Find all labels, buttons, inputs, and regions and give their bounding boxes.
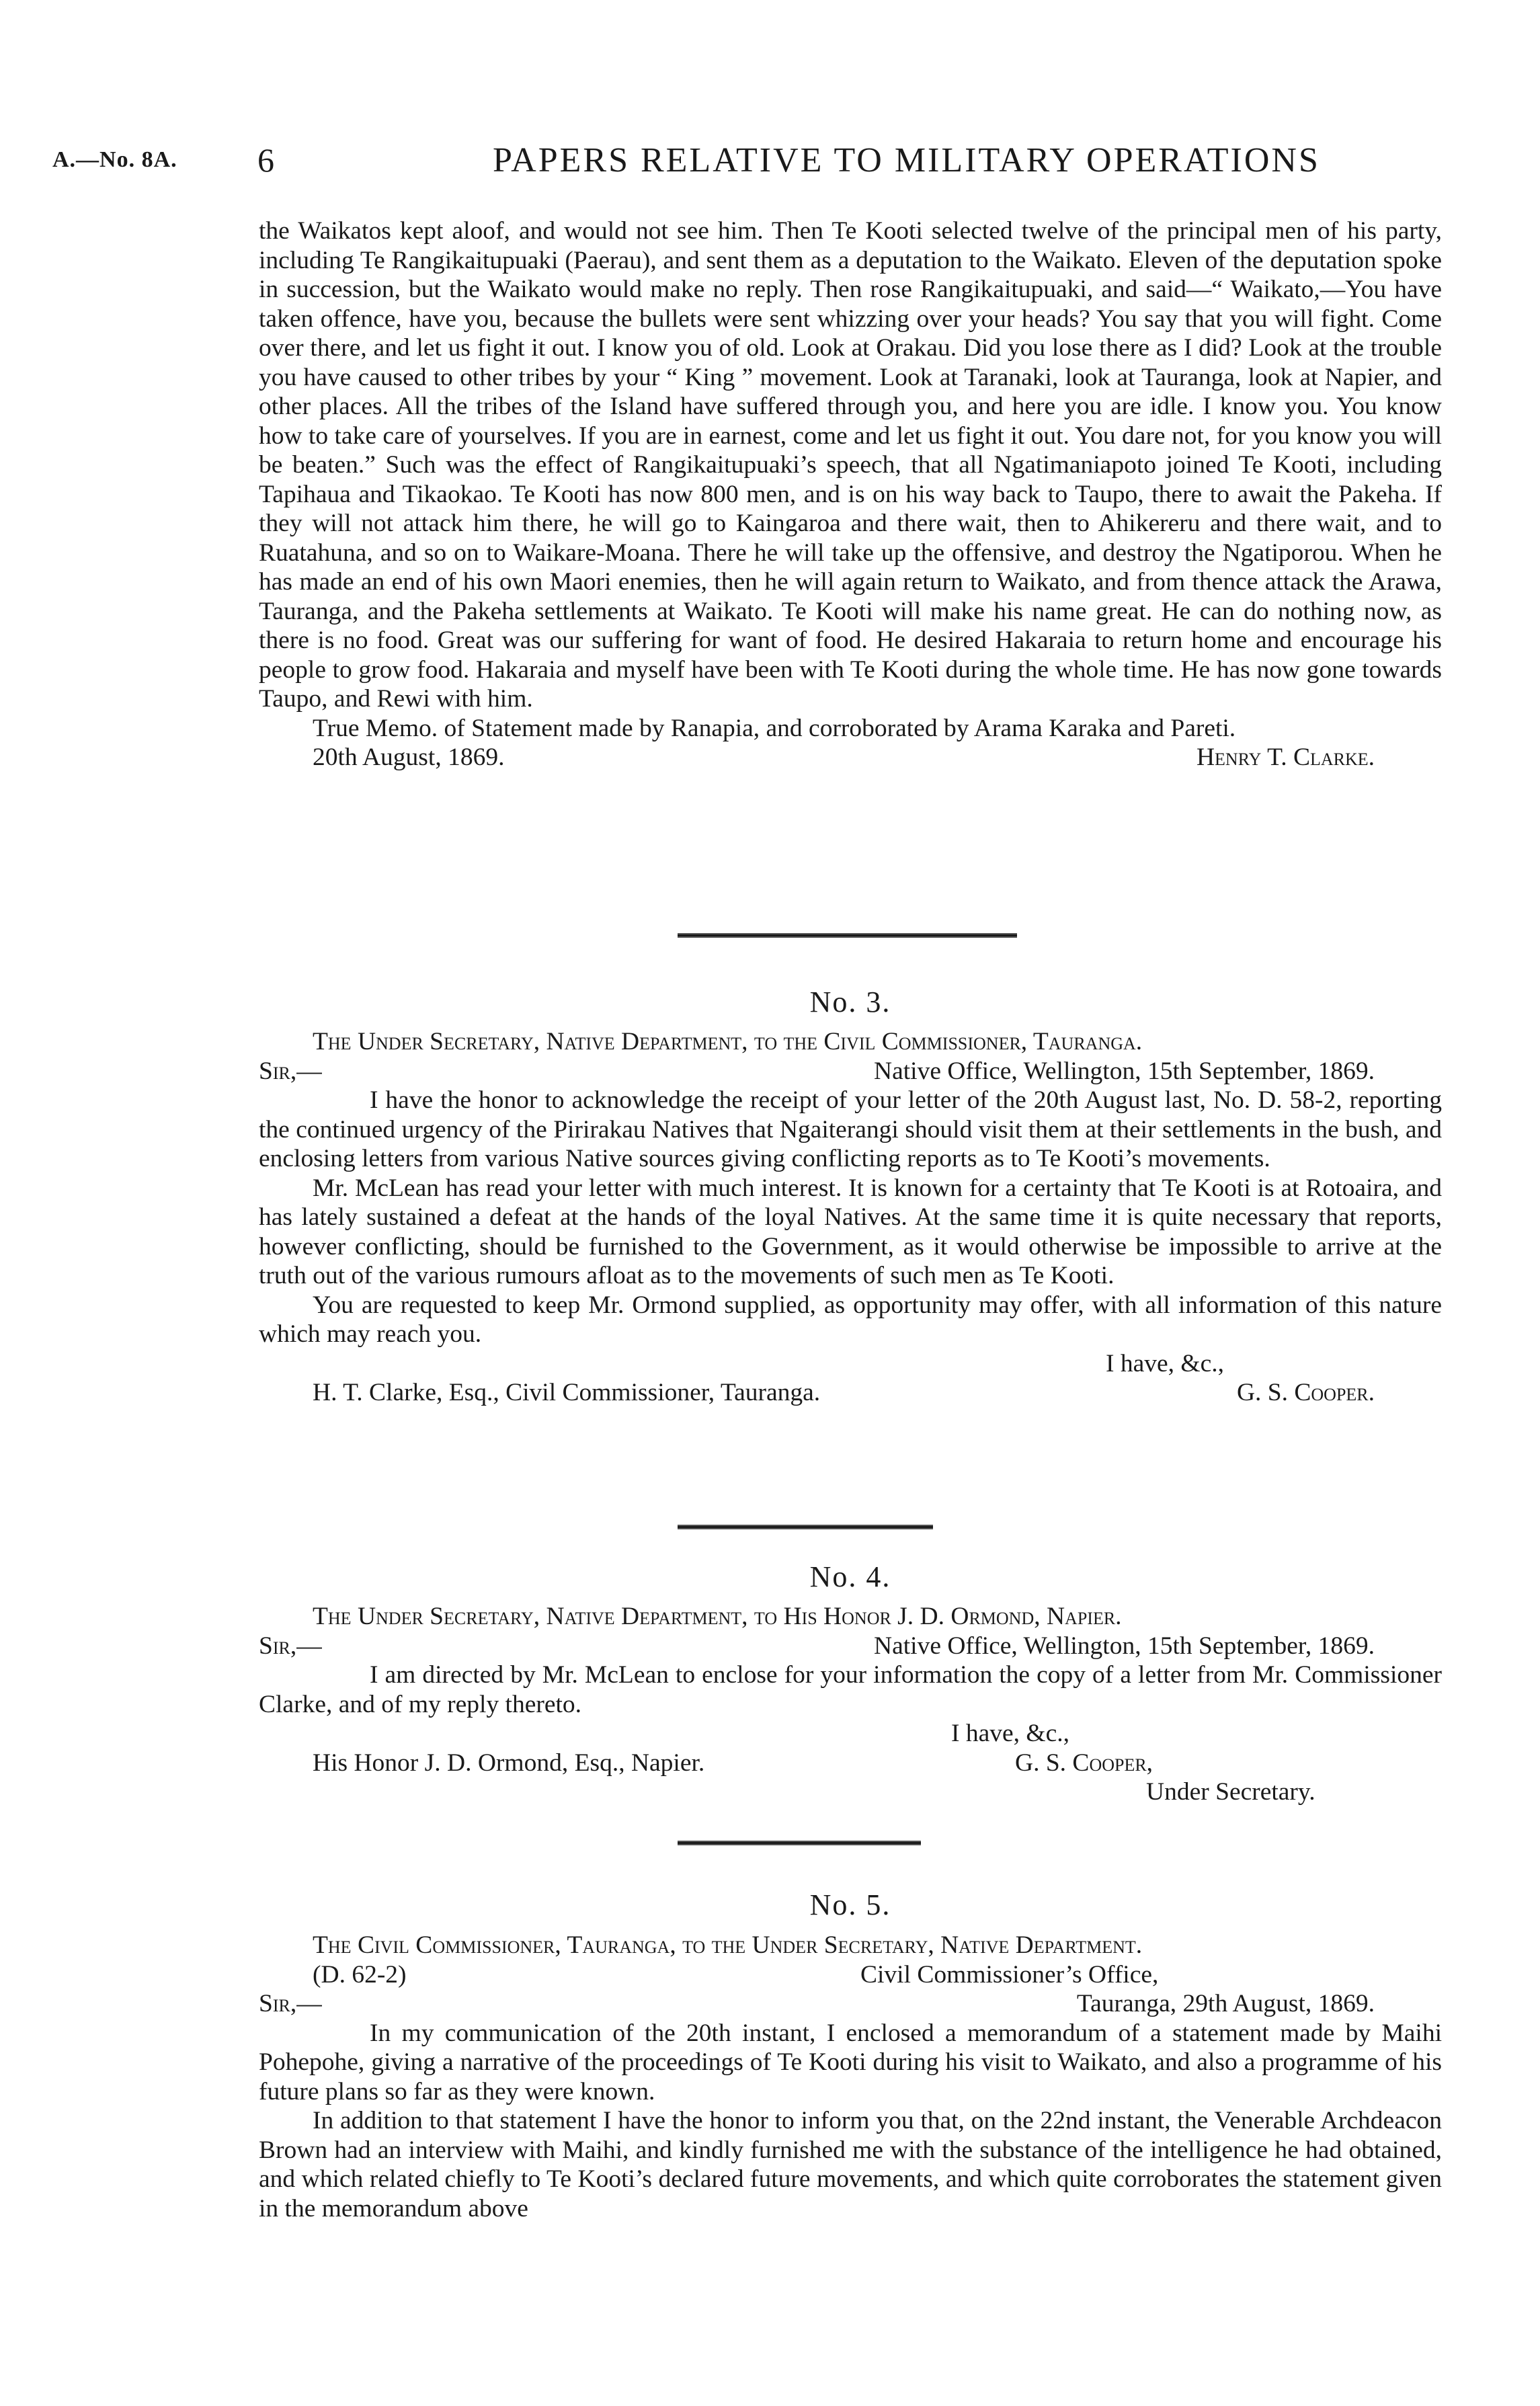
letter-paragraph: I am directed by Mr. McLean to enclose for your information the copy of a letter from Mr. Commissioner Clarke, and of my reply thereto. [259, 1661, 1442, 1718]
signature-title: Under Secretary. [1146, 1778, 1315, 1806]
letter-paragraph: You are requested to keep Mr. Ormond supplied, as opportunity may offer, with all information of this nature which may reach you. [259, 1291, 1442, 1348]
memo-paragraph: True Memo. of Statement made by Ranapia, and corroborated by Arama Karaka and Pareti. [313, 714, 1236, 742]
salutation: Sir,— [259, 1632, 322, 1660]
recipient: H. T. Clarke, Esq., Civil Commissioner, Tauranga. [313, 1379, 821, 1406]
letter-paragraph: In my communication of the 20th instant, I enclosed a memorandum of a statement made by Maihi Pohepohe, giving a narrative of the proceedings of Te Kooti during his visit to Waikato, and also a programme of his future plans so far as they were known. [259, 2019, 1442, 2106]
document-reference: A.—No. 8A. [52, 147, 177, 172]
letter-address: The Civil Commissioner, Tauranga, to the Under Secretary, Native Department. [313, 1931, 1143, 1959]
statement-date: 20th August, 1869. [313, 744, 505, 771]
running-title: PAPERS RELATIVE TO MILITARY OPERATIONS [493, 141, 1320, 179]
letter-no3 [259, 1027, 1442, 1408]
signature: G. S. Cooper. [1236, 1379, 1375, 1406]
statement-signoff [259, 743, 1442, 772]
salutation: Sir,— [259, 1990, 322, 2017]
letter-heading-no5: No. 5. [809, 1888, 891, 1921]
signature: G. S. Cooper, [1015, 1749, 1153, 1777]
statement-paragraph: the Waikatos kept aloof, and would not see him. Then Te Kooti selected twelve of the principal men of his party, including Te Rangikaitupuaki (Paerau), and sent them as a deputation to the Waikato. Eleven of the deputation spoke in succession, but the Waikato would make no reply. Then rose Rangikaitupuaki, and said—“ Waikato,—You have taken offence, have you, because the bullets were sent whizzing over your heads? You say that you will fight. Come over there, and let us fight it out. I know you of old. Look at Orakau. Did you lose there as I did? Look at the trouble you have caused to other tribes by your “ King ” movement. Look at Taranaki, look at Tauranga, look at Napier, and other places. All the tribes of the Island have suffered through you, and here you are idle. I know you. You know how to take care of yourselves. If you are in earnest, come and let us fight it out. You dare not, for you know you will be beaten.” Such was the effect of Rangikaitupuaki’s speech, that all Ngatimaniapoto joined Te Kooti, including Tapihaua and Tikaokao. Te Kooti has now 800 men, and is on his way back to Taupo, there to await the Pakeha. If they will not attack him there, he will go to Kaingaroa and there wait, then to Ahikereru and there wait, and to Ruatahuna, and so on to Waikare-Moana. There he will take up the offensive, and destroy the Ngatiporou. When he has made an end of his own Maori enemies, then he will again return to Waikato, and from thence attack the Arawa, Tauranga, and the Pakeha settlements at Waikato. Te Kooti will make his name great. He can do nothing now, as there is no food. Great was our suffering for want of food. He desired Hakaraia to return home and encourage his people to grow food. Hakaraia and myself have been with Te Kooti during the whole time. He has now gone towards Taupo, and Rewi with him. [259, 217, 1443, 713]
ref-row [259, 1960, 1442, 1990]
letter-paragraph: I have the honor to acknowledge the receipt of your letter of the 20th August last, No. D. 58-2, reporting the continued urgency of the Pirirakau Natives that Ngaiterangi should visit them at their settlements in the bush, and enclosing letters from various Native sources giving conflicting reports as to Te Kooti’s movements. [259, 1086, 1442, 1172]
letter-dateline-row [259, 1989, 1442, 2019]
letter-heading-no4: No. 4. [809, 1560, 891, 1593]
salutation: Sir,— [259, 1057, 322, 1085]
letter-paragraph: Mr. McLean has read your letter with much interest. It is known for a certainty that Te Kooti is at Rotoaira, and has lately sustained a defeat at the hands of the loyal Natives. At the same time it is quite necessary that reports, however conflicting, should be furnished to the Government, as it would otherwise be impossible to arrive at the truth out of the various rumours afloat as to the movements of such men as Te Kooti. [259, 1174, 1442, 1289]
letter-heading-no3: No. 3. [809, 986, 891, 1018]
page-header [52, 138, 1451, 185]
letter-address: The Under Secretary, Native Department, to the Civil Commissioner, Tauranga. [313, 1028, 1143, 1055]
dateline: Native Office, Wellington, 15th September, 1869. [874, 1632, 1375, 1660]
signoff-row [259, 1378, 1442, 1408]
statement-signature: Henry T. Clarke. [1196, 744, 1375, 771]
statement-continuation [259, 216, 1442, 772]
page-number: 6 [257, 141, 274, 179]
letter-paragraph: In addition to that statement I have the honor to inform you that, on the 22nd instant, the Venerable Archdeacon Brown had an interview with Maihi, and kindly furnished me with the substance of the intelligence he had obtained, and which related chiefly to Te Kooti’s declared future movements, and which quite corroborates the statement given in the memorandum above [259, 2107, 1442, 2222]
letter-address: The Under Secretary, Native Department, to His Honor J. D. Ormond, Napier. [313, 1603, 1122, 1630]
dateline: Native Office, Wellington, 15th September, 1869. [874, 1057, 1375, 1085]
closing: I have, &c., [1106, 1349, 1224, 1377]
signoff-row [259, 1749, 1442, 1778]
letter-dateline-row [259, 1632, 1442, 1661]
letter-dateline-row [259, 1057, 1442, 1086]
office: Civil Commissioner’s Office, [860, 1960, 1159, 1989]
letter-no5 [259, 1931, 1442, 2223]
section-divider [678, 933, 1017, 938]
closing: I have, &c., [951, 1720, 1069, 1747]
letter-ref: (D. 62-2) [313, 1960, 407, 1989]
section-divider [678, 1841, 921, 1845]
section-divider [678, 1525, 933, 1529]
dateline: Tauranga, 29th August, 1869. [1076, 1990, 1375, 2017]
letter-no4 [259, 1602, 1442, 1807]
recipient: His Honor J. D. Ormond, Esq., Napier. [313, 1749, 705, 1777]
